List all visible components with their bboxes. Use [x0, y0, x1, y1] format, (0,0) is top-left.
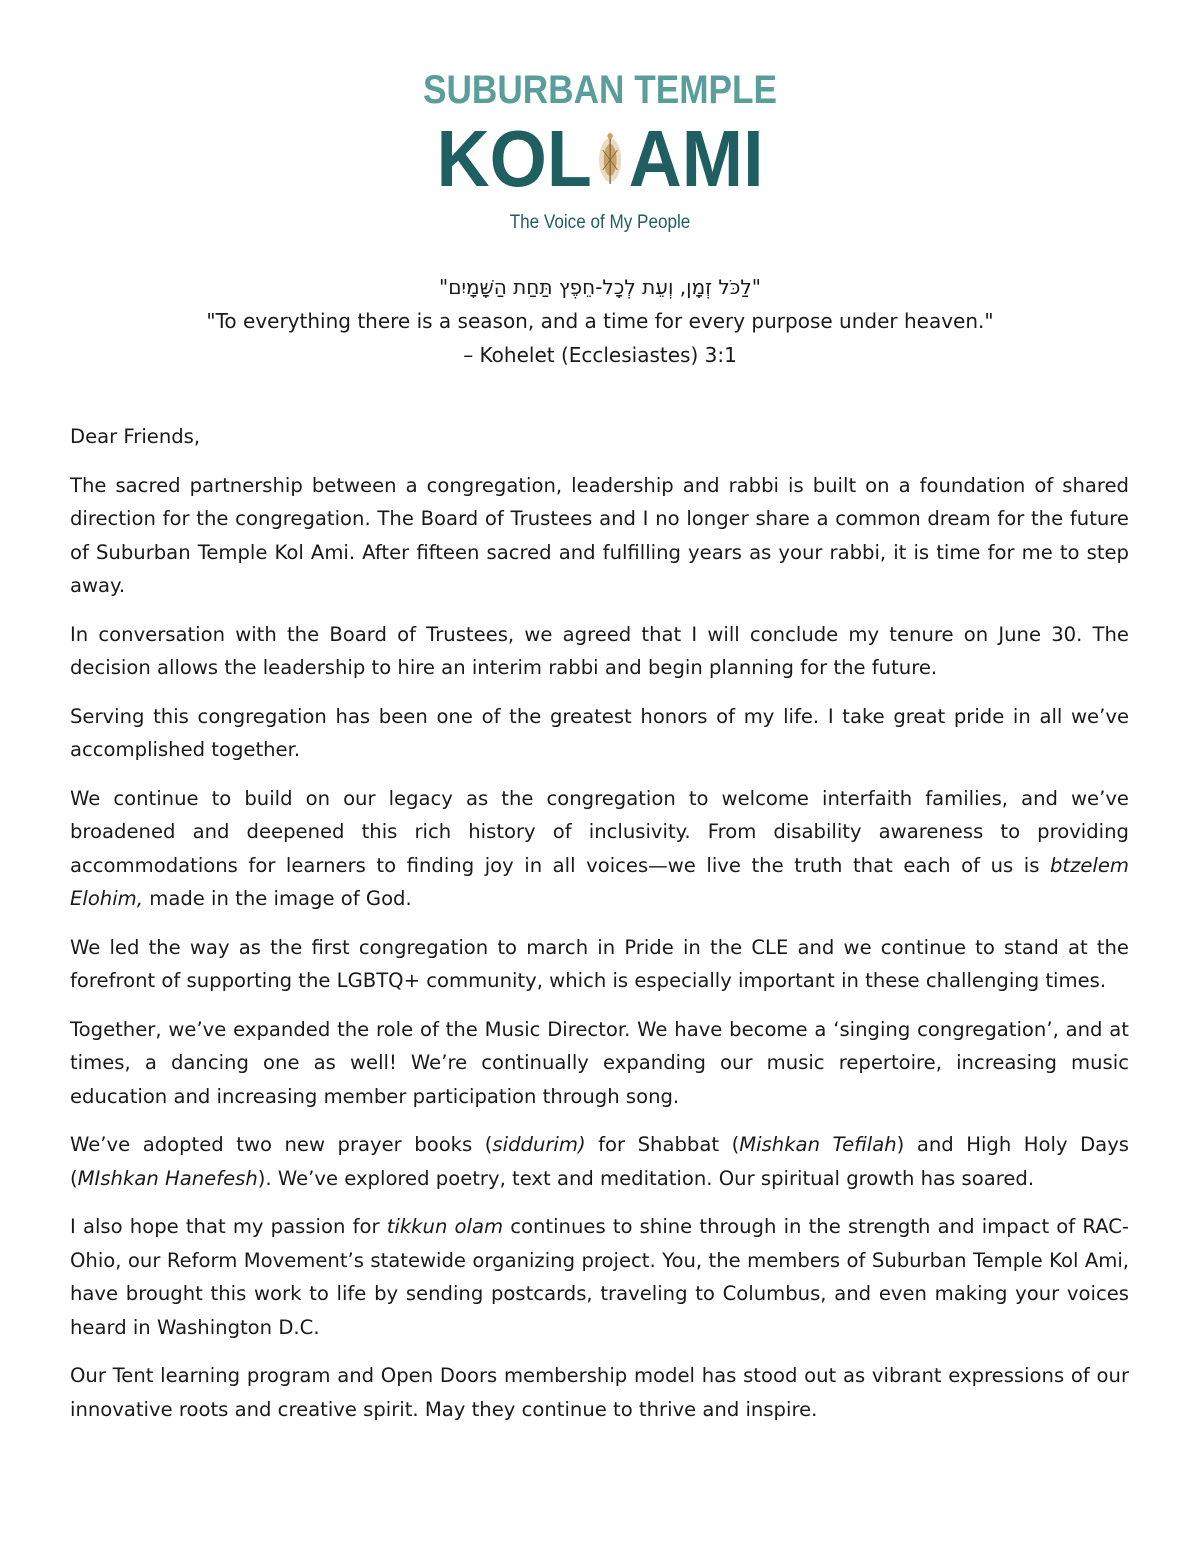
paragraph-4-italic: btzelem Elohim, [70, 853, 1129, 910]
paragraph-5: We led the way as the first congregation to march in Pride in the CLE and we continue to stand at the forefront of supporting the LGBTQ+ community, which is especially important in these challenging times. [70, 935, 1129, 992]
paragraph-3: Serving this congregation has been one of the greatest honors of my life. I take great pride in all we’ve accomplished together. [70, 704, 1129, 761]
paragraph-4-text-end: made in the image of God. [143, 887, 412, 910]
epigraph [0, 270, 1200, 372]
temple-logo [0, 62, 1200, 234]
paragraph-8-text-a: I also hope that my passion for [70, 1215, 387, 1238]
logo-tagline: The Voice of My People [509, 212, 691, 233]
logo-line-suburban-temple: SUBURBAN TEMPLE [423, 68, 777, 112]
salutation: Dear Friends, [70, 425, 201, 448]
paragraph-2: In conversation with the Board of Trustees, we agreed that I will conclude my tenure on June 30. The decision allows the leadership to hire an interim rabbi and begin planning for the future. [70, 622, 1129, 679]
paragraph-1: The sacred partnership between a congregation, leadership and rabbi is built on a foundation of shared direction for the congregation. The Board of Trustees and I no longer share a common dream for the future of Suburban Temple Kol Ami. After fifteen sacred and fulfilling years as your rabbi, it is time for me to step away. [70, 473, 1129, 597]
paragraph-7-text-b: for Shabbat ( [585, 1133, 740, 1156]
paragraph-7-text-c: ) and High Holy Days ( [70, 1133, 1129, 1190]
paragraph-9: Our Tent learning program and Open Doors membership model has stood out as vibrant expressions of our innovative roots and creative spirit. May they continue to thrive and inspire. [70, 1364, 1129, 1421]
paragraph-6: Together, we’ve expanded the role of the Music Director. We have become a ‘singing congregation’, and at times, a dancing one as well! We’re continually expanding our music repertoire, increasing music education and increasing member participation through song. [70, 1017, 1129, 1108]
paragraph-7-text-d: ). We’ve explored poetry, text and meditation. Our spiritual growth has soared. [257, 1166, 1035, 1190]
paragraph-7-text-a: We’ve adopted two new prayer books ( [70, 1133, 493, 1156]
logo-word-ami: AMI [628, 114, 764, 203]
paragraph-8-italic: tikkun olam [386, 1215, 504, 1238]
paragraph-8-text-b: continues to shine through in the strength and impact of RAC-Ohio, our Reform Movement’s statewide organizing project. You, the members of Suburban Temple Kol Ami, have brought this work to life by sending postcards, traveling to Columbus, and even making your voices heard in Washington D.C. [70, 1215, 1129, 1339]
paragraph-8 [70, 1210, 1129, 1344]
paragraph-7-italic-1: siddurim) [492, 1133, 586, 1156]
paragraph-7-italic-2: Mishkan Tefilah [739, 1133, 897, 1156]
paragraph-7-italic-3: MIshkan Hanefesh [77, 1166, 258, 1190]
hebrew-quote: "לַכֹּל זְמָן, וְעֵת לְכָל-חֵפֶץ תַּחַת הַשָּׁמָיִם" [439, 275, 761, 299]
letter-body [70, 420, 1129, 1441]
logo-line-kol-ami [48, 114, 1152, 203]
shofar-emblem-icon [597, 128, 623, 190]
quote-source: – Kohelet (Ecclesiastes) 3:1 [463, 343, 737, 367]
logo-word-kol: KOL [436, 114, 592, 203]
paragraph-4-text: We continue to build on our legacy as the congregation to welcome interfaith families, and we’ve broadened and deepened this rich history of inclusivity. From disability awareness to providing accommodations for learners to finding joy in all voices—we live the truth that each of us is [70, 786, 1129, 877]
paragraph-4 [70, 782, 1129, 916]
english-quote: "To everything there is a season, and a time for every purpose under heaven." [206, 309, 994, 333]
paragraph-7 [70, 1128, 1129, 1195]
